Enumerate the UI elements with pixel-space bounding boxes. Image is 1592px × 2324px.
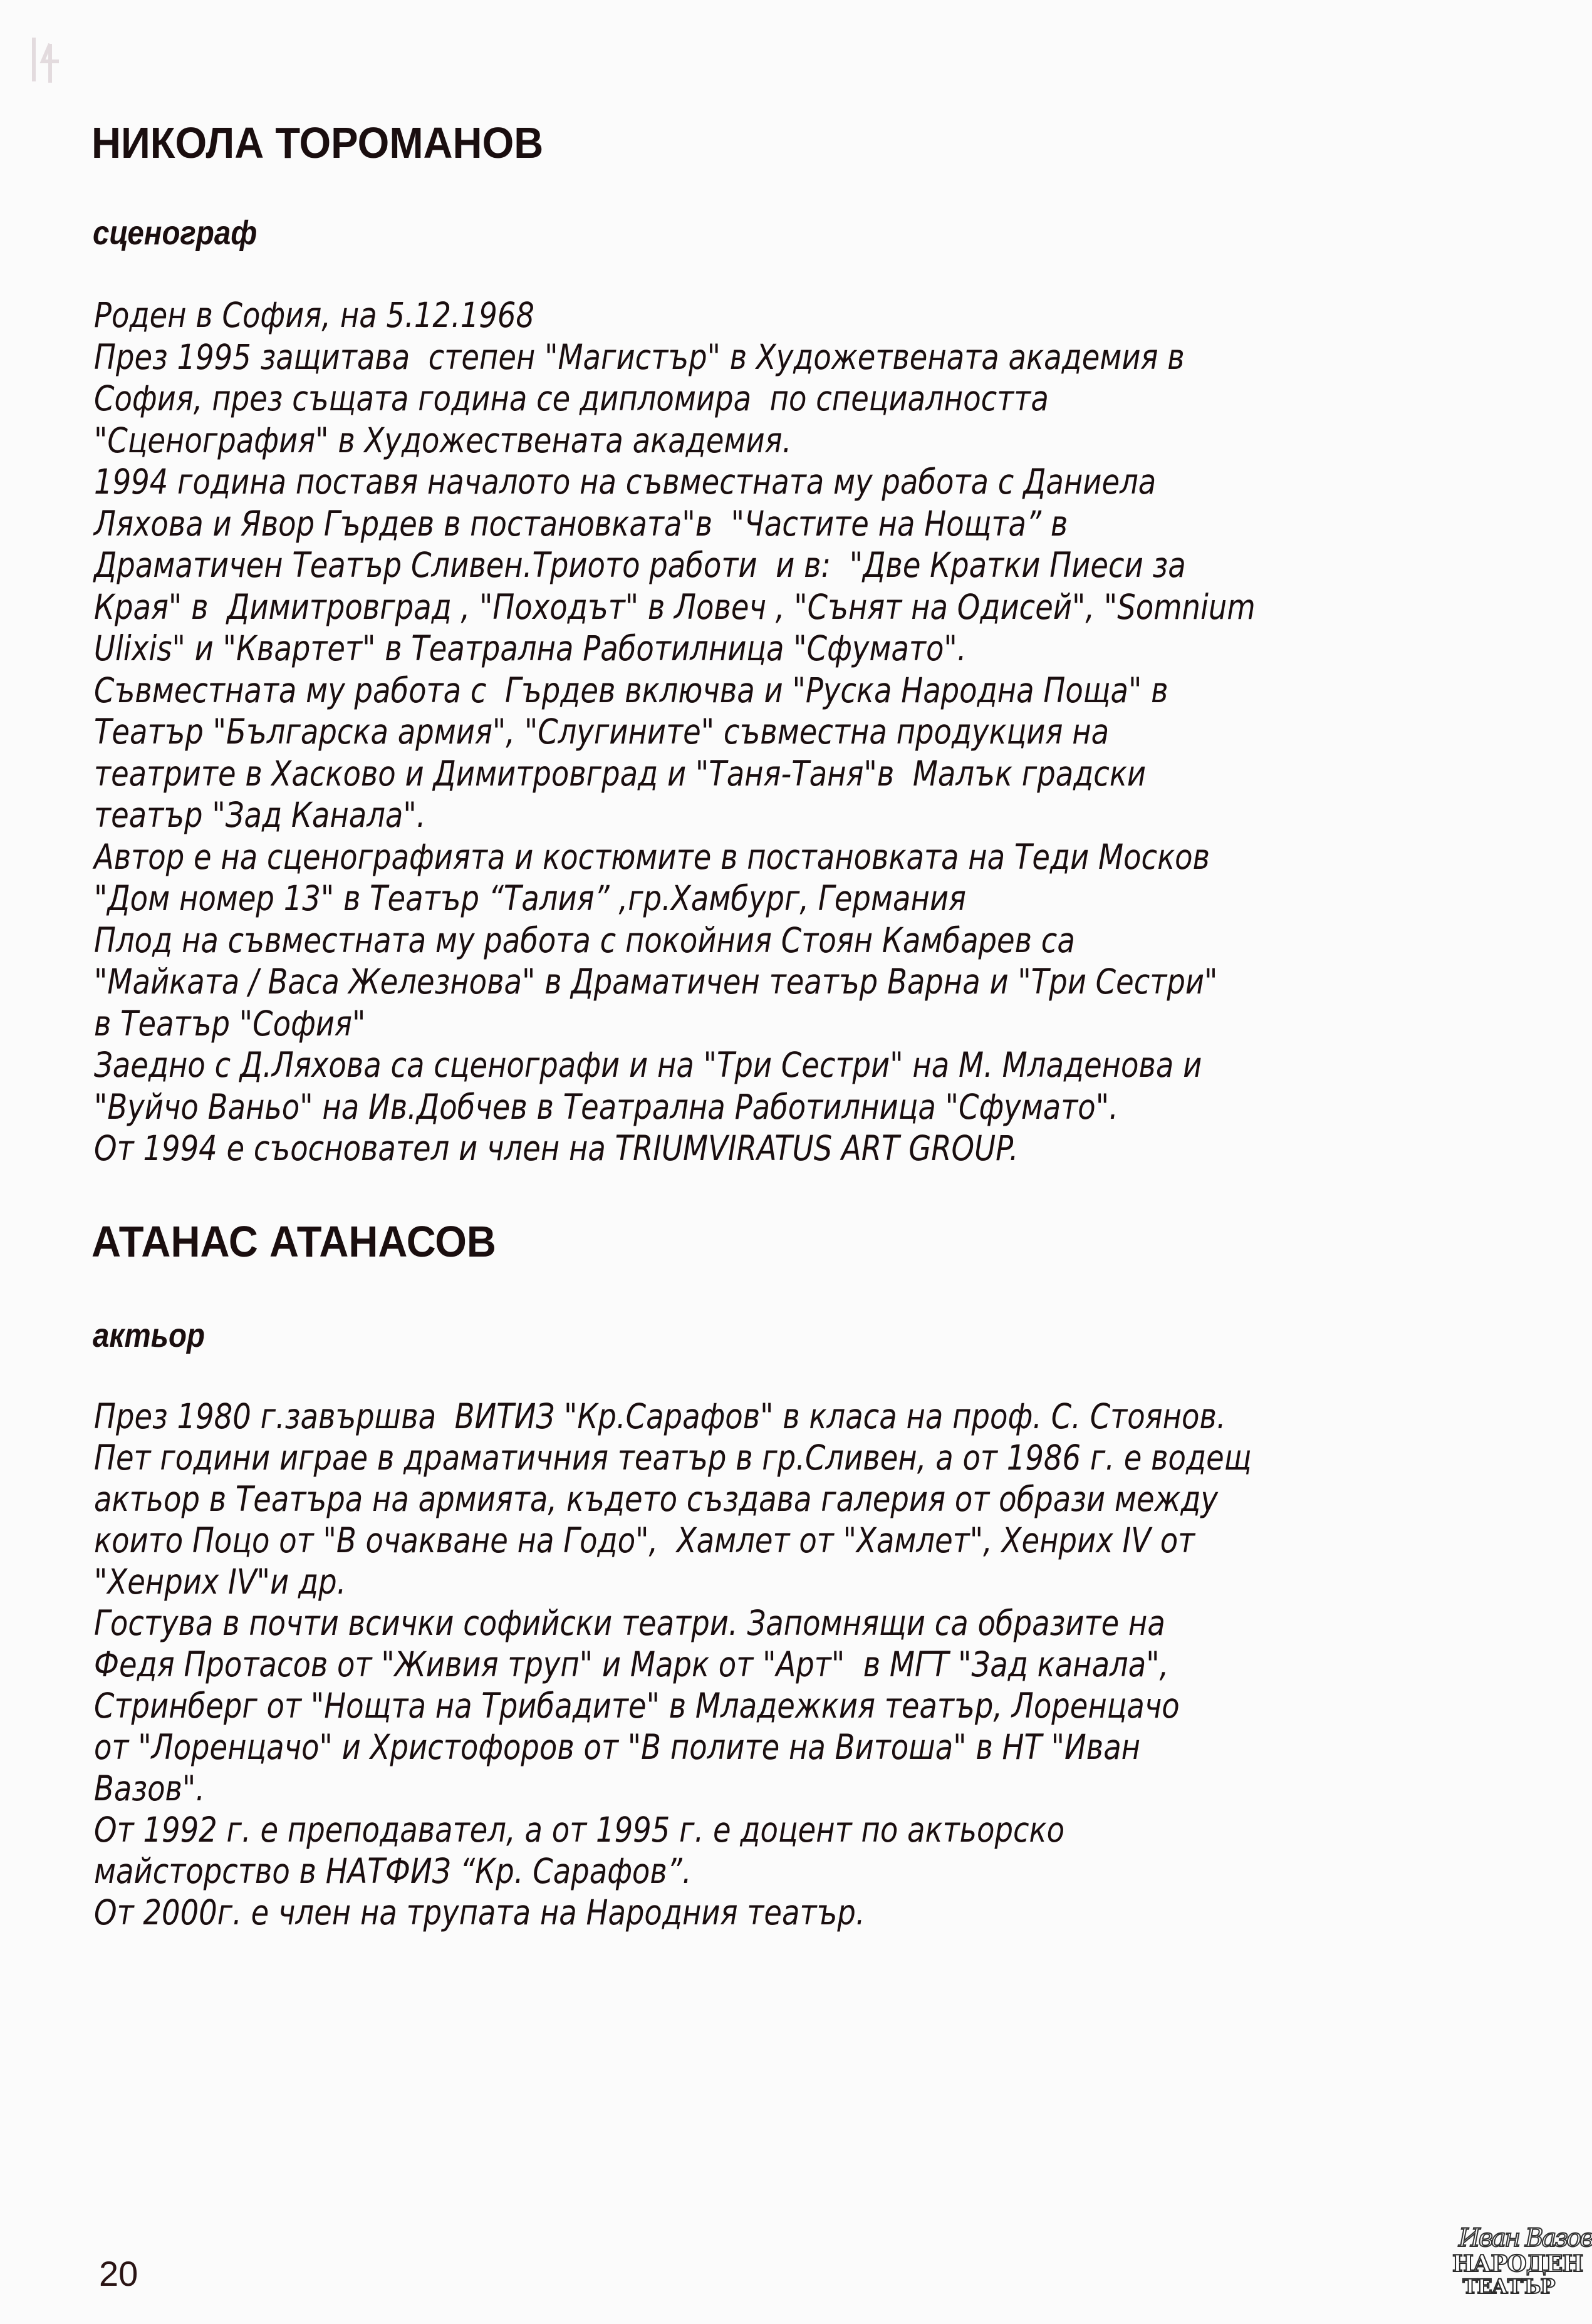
page-number: 20 [99, 2254, 138, 2293]
body-line: През 1980 г.завършва ВИТИЗ "Кр.Сарафов" в класа на проф. С. Стоянов. [94, 1396, 1226, 1436]
body-line: от "Лоренцачо" и Христофоров от "В полите на Витоша" в НТ "Иван [94, 1727, 1141, 1767]
body-line: 1994 година поставя началото на съвместната му работа с Даниела [94, 462, 1157, 502]
body-line: театрите в Хасково и Димитровград и "Таня-Таня"в Малък градски [94, 753, 1147, 794]
body-line: През 1995 защитава степен "Магистър" в Художетвената академия в [94, 336, 1185, 377]
section-body [94, 1396, 1464, 1933]
body-line: Федя Протасов от "Живия труп" и Марк от "Арт" в МГТ "Зад канала", [94, 1644, 1169, 1684]
body-line: Роден в София, на 5.12.1968 [94, 295, 535, 335]
body-line: "Сценография" в Художествената академия. [94, 420, 792, 460]
body-line: От 1994 е съосновател и член на TRIUMVIRATUS ART GROUP. [94, 1128, 1019, 1168]
body-line: Вазов". [94, 1768, 206, 1808]
body-line: Заедно с Д.Ляхова са сценографи и на "Три Сестри" на М. Младенова и [94, 1045, 1202, 1085]
body-line: актьор в Театъра на армията, където създава галерия от образи между [94, 1479, 1219, 1519]
body-line: майсторство в НАТФИЗ “Кр. Сарафов”. [94, 1851, 692, 1891]
pencil-mark [25, 31, 69, 88]
body-line: Съвместната му работа с Гърдев включва и "Руска Народна Поща" в [94, 670, 1168, 710]
national-theatre-logo [1452, 2223, 1592, 2298]
body-line: които Поцо от "В очакване на Годо", Хамлет от "Хамлет", Хенрих IV от [94, 1520, 1195, 1560]
body-line: Ulixis" и "Квартет" в Театрална Работилница "Сфумато". [94, 628, 967, 668]
body-line: театър "Зад Канала". [94, 795, 426, 835]
body-line: в Театър "София" [94, 1003, 366, 1044]
body-line: "Дом номер 13" в Театър “Талия” ,гр.Хамбург, Германия [94, 878, 967, 918]
body-line: От 2000г. е член на трупата на Народния театър. [94, 1892, 865, 1932]
body-line: София, през същата година се дипломира по специалността [94, 378, 1049, 418]
body-line: Драматичен Театър Сливен.Триото работи и в: "Две Кратки Пиеси за [94, 545, 1186, 585]
body-line: Края" в Димитровград , "Походът" в Ловеч , "Сънят на Одисей", "Somnium [94, 586, 1256, 627]
body-line: Пет години играе в драматичния театър в гр.Сливен, а от 1986 г. е водещ [94, 1438, 1252, 1478]
body-line: Театър "Българска армия", "Слугините" съвместна продукция на [94, 712, 1110, 752]
body-line: "Вуйчо Ваньо" на Ив.Добчев в Театрална Работилница "Сфумато". [94, 1086, 1118, 1127]
logo-line-1: НАРОДЕН [1452, 2251, 1583, 2277]
logo-script: Иван Вазов [1459, 2224, 1592, 2253]
logo-line-2: ТЕАТЪР [1462, 2275, 1555, 2298]
section-role: актьор [93, 1317, 206, 1354]
section-role: сценограф [93, 214, 258, 252]
section-heading: АТАНАС АТАНАСОВ [91, 1217, 496, 1266]
section-body [94, 294, 1469, 1170]
body-line: Ляхова и Явор Гърдев в постановката"в "Частите на Нощта” в [94, 503, 1068, 544]
body-line: "Майката / Васа Железнова" в Драматичен театър Варна и "Три Сестри" [94, 962, 1218, 1002]
body-line: Гостува в почти всички софийски театри. Запомнящи са образите на [94, 1603, 1165, 1643]
body-line: "Хенрих IV"и др. [94, 1562, 346, 1602]
section-heading: НИКОЛА ТОРОМАНОВ [91, 118, 544, 167]
body-line: Стринберг от "Нощта на Трибадите" в Младежкия театър, Лоренцачо [94, 1686, 1180, 1726]
body-line: Автор е на сценографията и костюмите в постановката на Теди Москов [94, 836, 1210, 877]
body-line: Плод на съвместната му работа с покойния Стоян Камбарев са [94, 920, 1075, 960]
body-line: От 1992 г. е преподавател, а от 1995 г. е доцент по актьорско [94, 1810, 1065, 1850]
